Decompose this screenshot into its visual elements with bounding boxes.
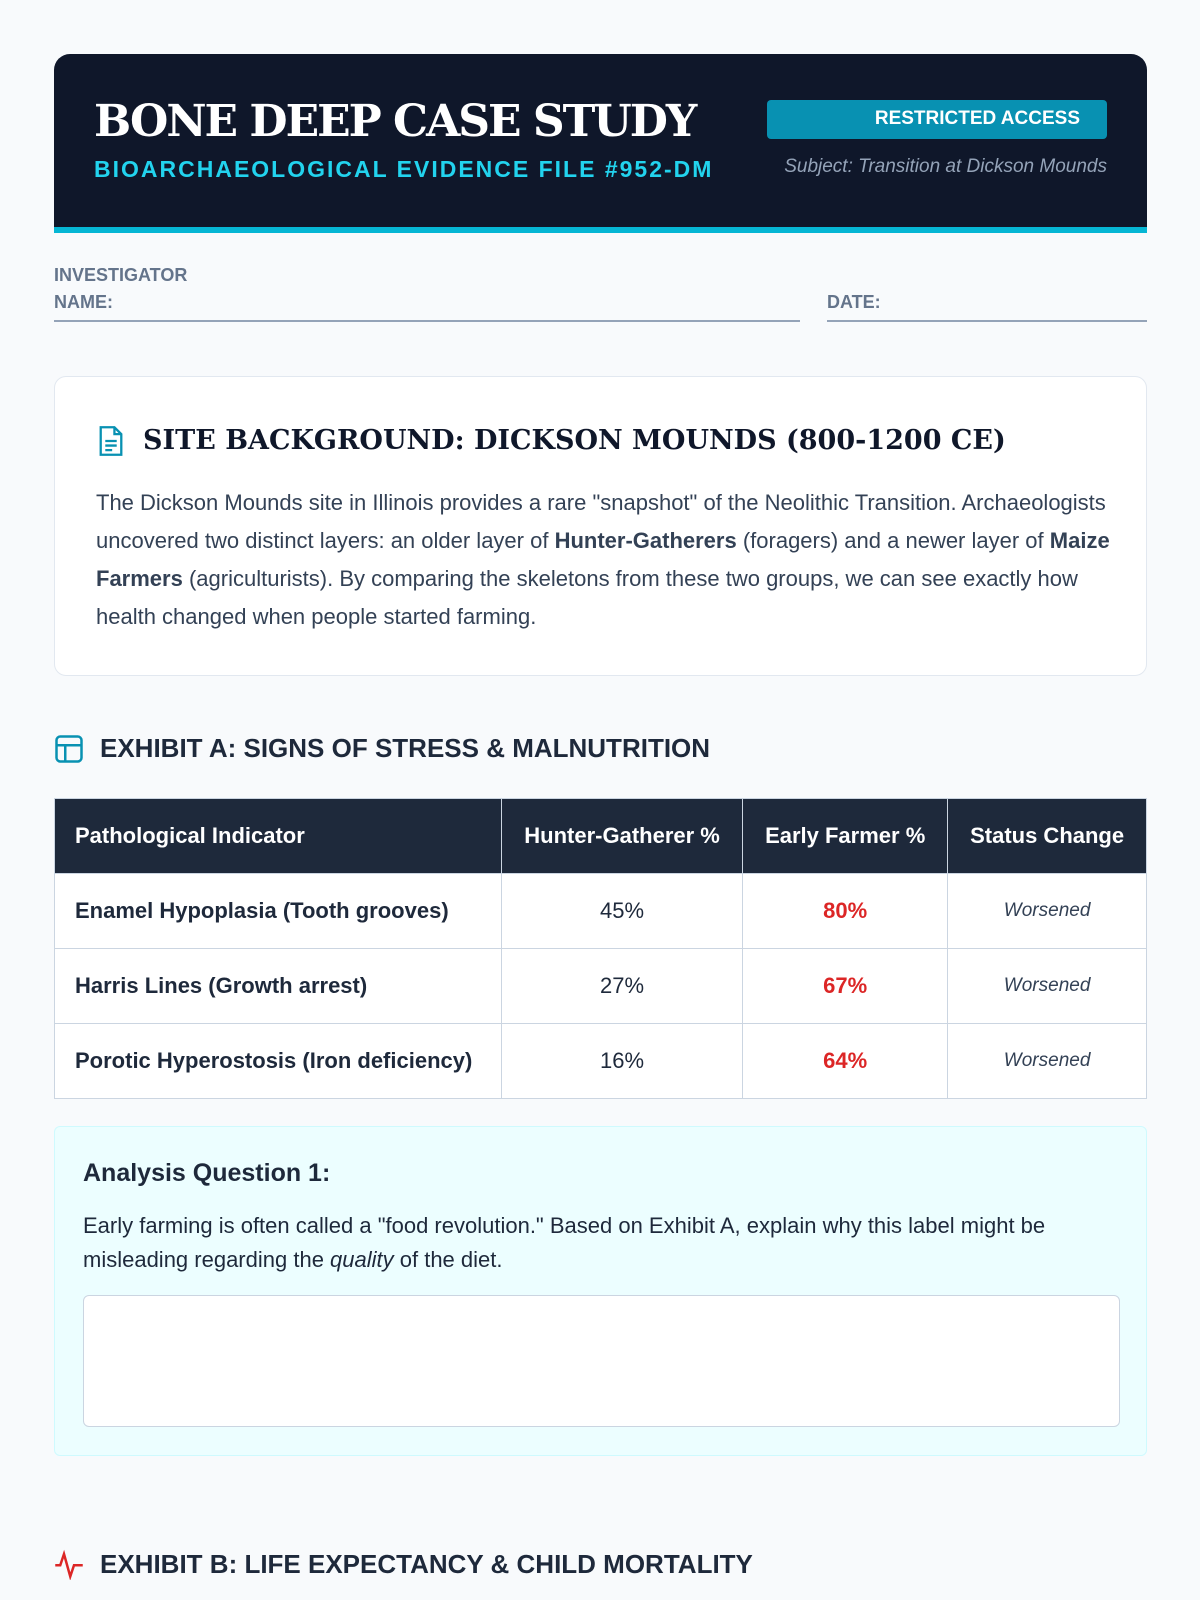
table-row — [55, 1024, 1147, 1099]
header-banner — [54, 54, 1147, 233]
pulse-icon — [54, 1548, 84, 1580]
hg-cell: 16% — [502, 1024, 743, 1099]
restricted-access-badge: RESTRICTED ACCESS — [767, 100, 1107, 139]
exhibit-a-heading — [54, 733, 710, 764]
table-icon — [54, 734, 84, 764]
farmer-cell: 64% — [743, 1024, 948, 1099]
analysis-question-1 — [54, 1126, 1147, 1456]
column-header: Hunter-Gatherer % — [502, 799, 743, 874]
question-title: Analysis Question 1: — [83, 1159, 331, 1187]
date-label: DATE: — [827, 292, 881, 312]
background-text: The Dickson Mounds site in Illinois provides a rare "snapshot" of the Neolithic Transition. Archaeologists uncovered two distinct layers: an older layer of Hunter-Gatherers (foragers) and a newer layer of Maize Farmers (agriculturists). By comparing the skeletons from these two groups, we can see exactly how health changed when people started farming. — [96, 490, 1110, 629]
question-text: Early farming is often called a "food revolution." Based on Exhibit A, explain why this label might be misleading regarding the quality of the diet. — [83, 1213, 1046, 1272]
name-label: INVESTIGATOR — [54, 265, 188, 285]
investigator-name-field[interactable] — [54, 262, 800, 322]
stress-table — [54, 798, 1147, 1099]
hg-cell: 27% — [502, 949, 743, 1024]
answer-textarea[interactable] — [83, 1295, 1120, 1427]
site-background-card — [54, 376, 1147, 676]
subject-text: Subject: Transition at Dickson Mounds — [784, 156, 1107, 177]
farmer-cell: 67% — [743, 949, 948, 1024]
status-cell: Worsened — [948, 874, 1147, 949]
exhibit-b-heading — [54, 1548, 753, 1580]
exhibit-a-title: EXHIBIT A: SIGNS OF STRESS & MALNUTRITION — [100, 733, 711, 763]
indicator-cell: Harris Lines (Growth arrest) — [55, 949, 502, 1024]
name-label-2: NAME: — [54, 292, 113, 312]
column-header: Early Farmer % — [743, 799, 948, 874]
document-icon — [97, 425, 125, 457]
status-cell: Worsened — [948, 949, 1147, 1024]
indicator-cell: Porotic Hyperostosis (Iron deficiency) — [55, 1024, 502, 1099]
page-title: BONE DEEP CASE STUDY — [94, 96, 696, 147]
column-header: Status Change — [948, 799, 1147, 874]
section-title: SITE BACKGROUND: DICKSON MOUNDS (800-1200 CE) — [143, 425, 1006, 456]
table-row — [55, 874, 1147, 949]
file-subtitle: BIOARCHAEOLOGICAL EVIDENCE FILE #952-DM — [94, 156, 714, 182]
farmer-cell: 80% — [743, 874, 948, 949]
table-row — [55, 949, 1147, 1024]
exhibit-b-title: EXHIBIT B: LIFE EXPECTANCY & CHILD MORTALITY — [100, 1548, 753, 1579]
column-header: Pathological Indicator — [55, 799, 502, 874]
status-cell: Worsened — [948, 1024, 1147, 1099]
indicator-cell: Enamel Hypoplasia (Tooth grooves) — [55, 874, 502, 949]
hg-cell: 45% — [502, 874, 743, 949]
date-field[interactable] — [827, 262, 1147, 322]
